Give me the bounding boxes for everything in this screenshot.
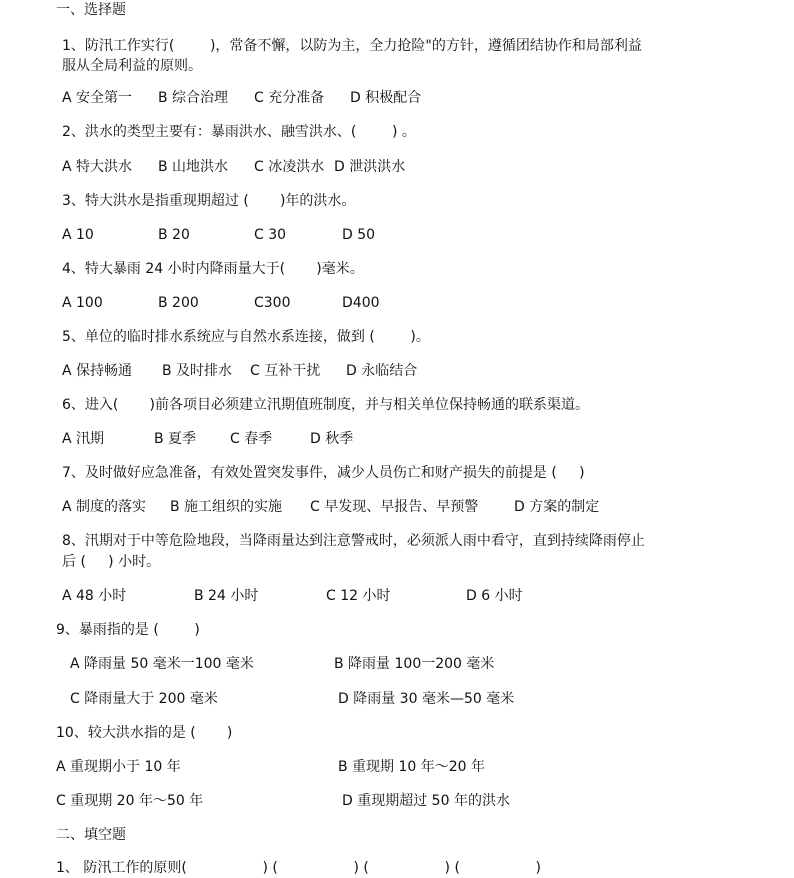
option-c[interactable]: C300 [254,295,291,311]
fill-question-1: 1、 防汛工作的原则( ) ( ) ( ) ( ) [56,860,542,876]
option-b[interactable]: B 20 [158,227,190,243]
question-text-cont: 后 ( ) 小时。 [62,554,161,570]
option-a[interactable]: A 汛期 [62,431,105,447]
option-d[interactable]: D 降雨量 30 毫米—50 毫米 [338,691,515,707]
option-d[interactable]: D 方案的制定 [514,499,600,515]
option-c[interactable]: C 充分准备 [254,90,325,106]
option-c[interactable]: C 重现期 20 年～50 年 [56,793,204,809]
option-b[interactable]: B 200 [158,295,199,311]
option-d[interactable]: D 6 小时 [466,588,523,604]
option-c[interactable]: C 12 小时 [326,588,391,604]
section-title-fill: 二、填空题 [56,827,126,843]
question-text: 8、汛期对于中等危险地段，当降雨量达到注意警戒时，必须派人雨中看守，直到持续降雨停止 [62,533,645,549]
option-b[interactable]: B 重现期 10 年～20 年 [338,759,486,775]
option-a[interactable]: A 制度的落实 [62,499,147,515]
option-d[interactable]: D 积极配合 [350,90,422,106]
option-a[interactable]: A 100 [62,295,103,311]
option-c[interactable]: C 冰凌洪水 [254,159,325,175]
option-a[interactable]: A 降雨量 50 毫米一100 毫米 [70,656,254,672]
option-b[interactable]: B 24 小时 [194,588,259,604]
section-title-choice: 一、选择题 [56,2,126,18]
option-b[interactable]: B 综合治理 [158,90,229,106]
option-b[interactable]: B 及时排水 [162,363,233,379]
option-a[interactable]: A 重现期小于 10 年 [56,759,181,775]
question-text: 1、防汛工作实行( )，常备不懈，以防为主，全力抢险"的方针，遵循团结协作和局部利益 [62,38,642,54]
option-d[interactable]: D 重现期超过 50 年的洪水 [342,793,510,809]
option-b[interactable]: B 施工组织的实施 [170,499,283,515]
option-a[interactable]: A 10 [62,227,94,243]
question-text: 2、洪水的类型主要有：暴雨洪水、融雪洪水、( ) 。 [62,124,416,140]
option-b[interactable]: B 夏季 [154,431,197,447]
option-c[interactable]: C 早发现、早报告、早预警 [310,499,479,515]
option-c[interactable]: C 互补干扰 [250,363,321,379]
option-d[interactable]: D400 [342,295,380,311]
option-d[interactable]: D 50 [342,227,376,243]
question-text: 9、暴雨指的是 ( ) [56,622,200,638]
option-a[interactable]: A 48 小时 [62,588,127,604]
option-b[interactable]: B 山地洪水 [158,159,229,175]
question-text: 5、单位的临时排水系统应与自然水系连接，做到 ( )。 [62,329,430,345]
option-b[interactable]: B 降雨量 100一200 毫米 [334,656,495,672]
question-text: 3、特大洪水是指重现期超过 ( )年的洪水。 [62,193,356,209]
option-c[interactable]: C 降雨量大于 200 毫米 [70,691,218,707]
option-a[interactable]: A 安全第一 [62,90,133,106]
option-a[interactable]: A 特大洪水 [62,159,133,175]
option-d[interactable]: D 泄洪洪水 [334,159,406,175]
question-text: 7、及时做好应急准备，有效处置突发事件，减少人员伤亡和财产损失的前提是 ( ) [62,465,585,481]
question-text-cont: 服从全局利益的原则。 [62,58,202,74]
option-d[interactable]: D 永临结合 [346,363,418,379]
option-c[interactable]: C 春季 [230,431,273,447]
question-text: 4、特大暴雨 24 小时内降雨量大于( )毫米。 [62,261,364,277]
question-text: 6、进入( )前各项目必须建立汛期值班制度，并与相关单位保持畅通的联系渠道。 [62,397,589,413]
option-a[interactable]: A 保持畅通 [62,363,133,379]
question-text: 10、较大洪水指的是 ( ) [56,725,233,741]
option-c[interactable]: C 30 [254,227,287,243]
option-d[interactable]: D 秋季 [310,431,354,447]
